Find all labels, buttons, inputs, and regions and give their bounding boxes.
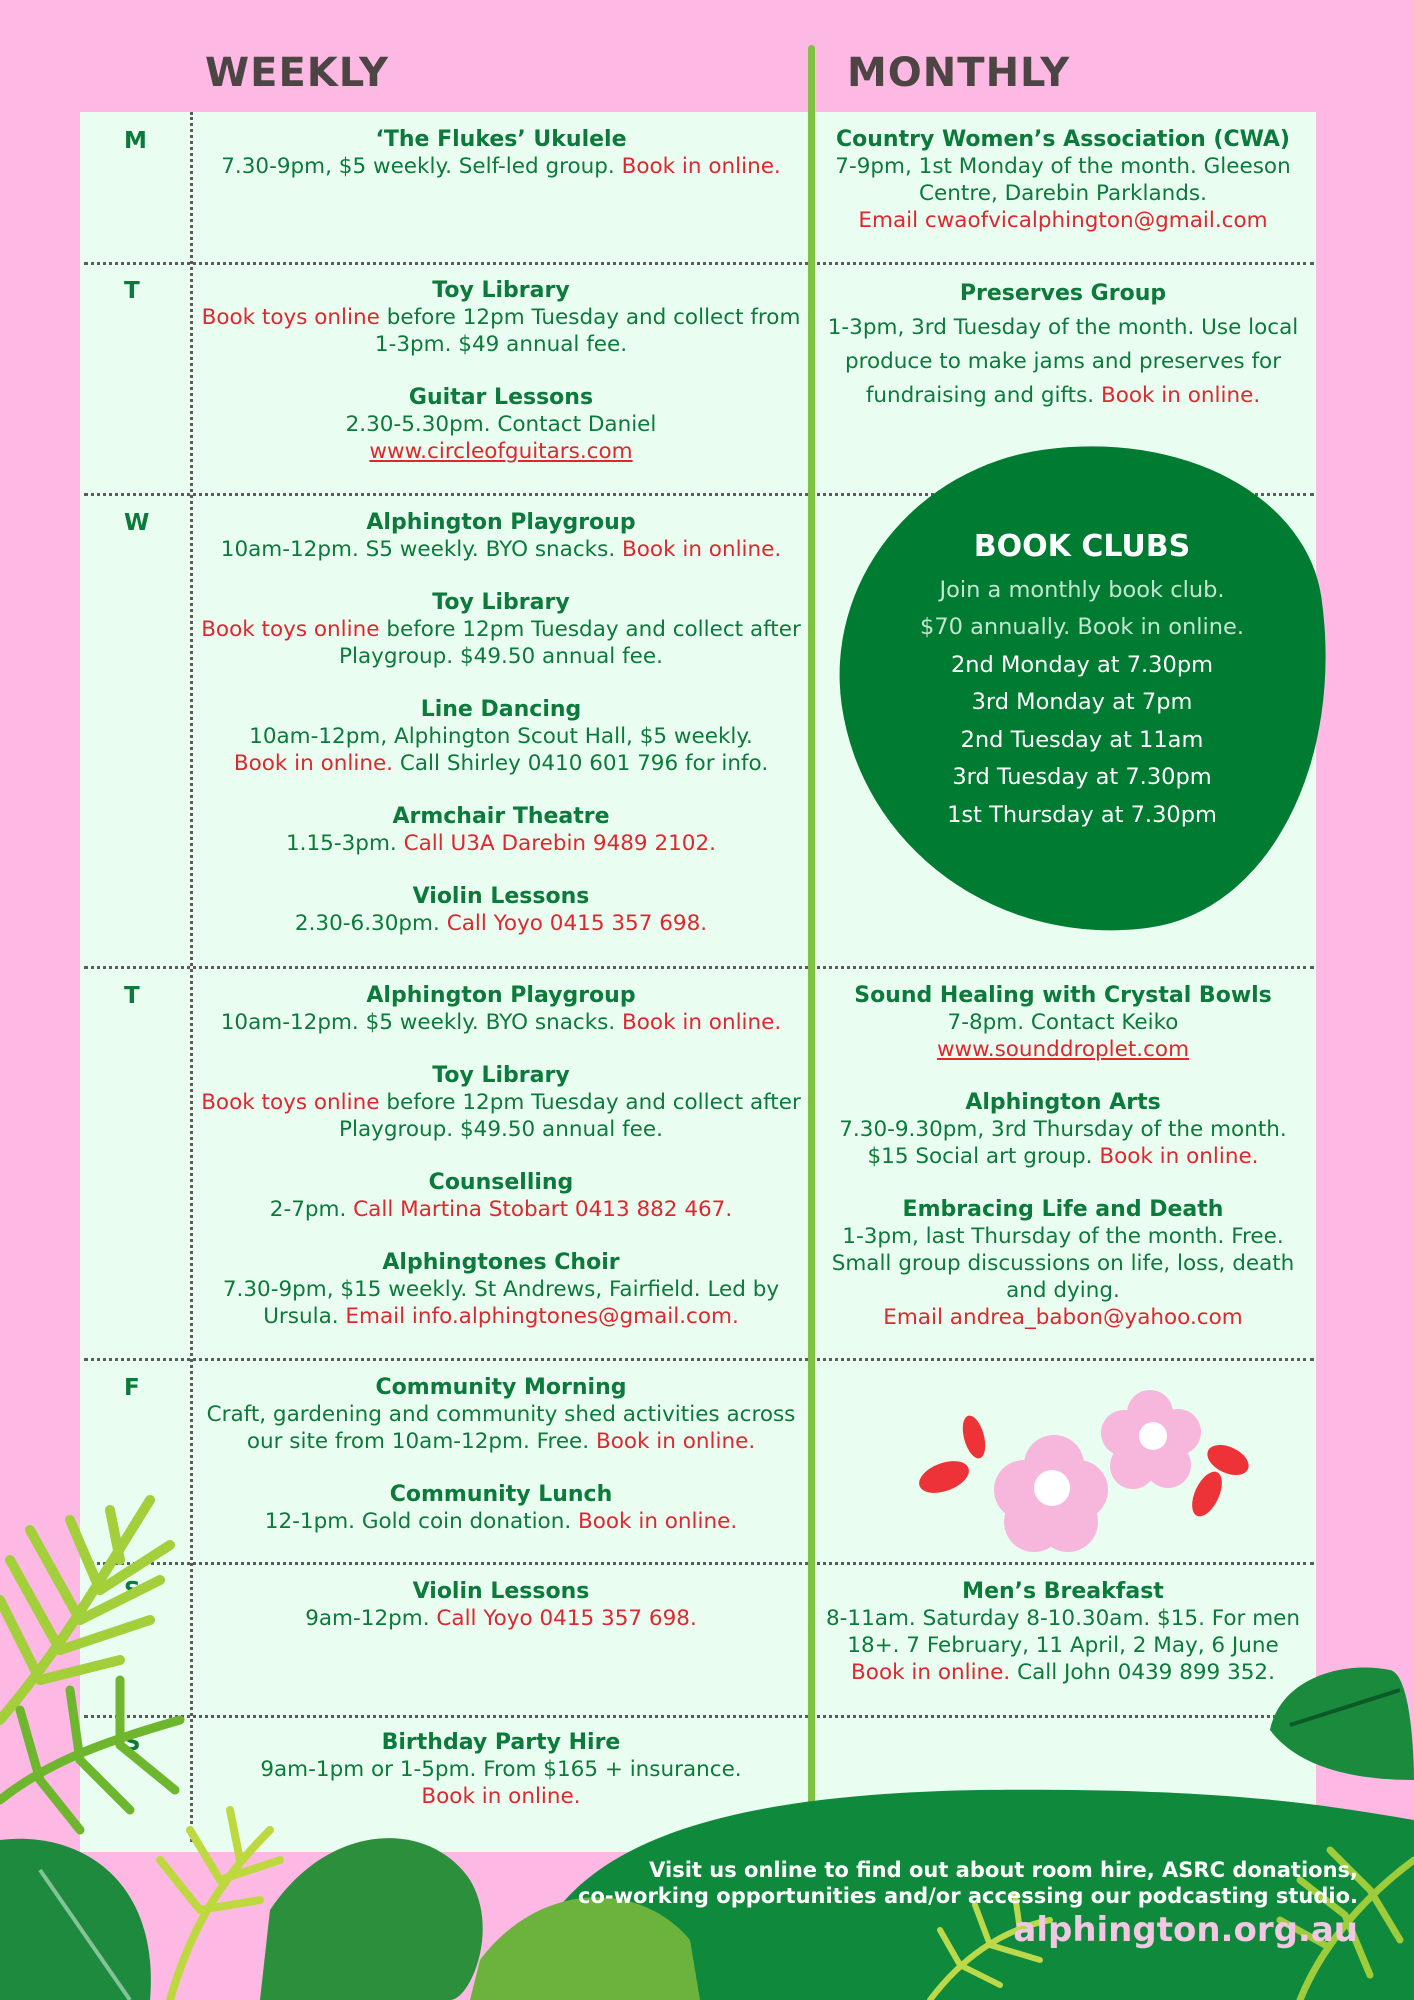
playgroup-details: 10am-12pm. S5 weekly. BYO snacks.	[220, 537, 616, 562]
website-link[interactable]: alphington.org.au	[1013, 1910, 1358, 1950]
book-clubs-title: BOOK CLUBS	[973, 529, 1191, 564]
choir-title: Alphingtones Choir	[382, 1250, 620, 1275]
violin-lessons-details: 2.30-6.30pm.	[294, 911, 440, 936]
preserves-details: 1-3pm, 3rd Tuesday of the month. Use local produce to make jams and preserves for fundraising and gifts.	[827, 315, 1299, 408]
sound-healing-details: 7-8pm. Contact Keiko	[947, 1010, 1179, 1035]
playgroup-title: Alphington Playgroup	[366, 510, 636, 535]
community-morning-details: Craft, gardening and community shed activities across our site from 10am-12pm. Free.	[206, 1402, 796, 1454]
weekly-heading: WEEKLY	[205, 50, 389, 96]
palm-leaf-icon	[160, 1810, 280, 2000]
life-death-email-link[interactable]: Email andrea_babon@yahoo.com	[883, 1305, 1243, 1330]
day-wednesday: W	[124, 510, 150, 536]
mens-breakfast-details: 8-11am. Saturday 8-10.30am. $15. For men 18+. 7 February, 11 April, 2 May, 6 June	[825, 1606, 1300, 1658]
toy-library-details: before 12pm Tuesday and collect from 1-3pm. $49 annual fee.	[374, 305, 801, 357]
ukulele-details: 7.30-9pm, $5 weekly. Self-led group.	[221, 154, 615, 179]
guitar-lessons-details: 2.30-5.30pm. Contact Daniel	[345, 412, 657, 437]
mens-breakfast-book-link[interactable]: Book in online.	[851, 1660, 1011, 1685]
community-lunch-details: 12-1pm. Gold coin donation.	[264, 1509, 572, 1534]
counselling-details: 2-7pm.	[269, 1197, 347, 1222]
book-club-session: 2nd Tuesday at 11am	[960, 726, 1204, 753]
counselling-call-link[interactable]: Call Martina Stobart 0413 882 467.	[353, 1197, 733, 1222]
party-hire-details: 9am-1pm or 1-5pm. From $165 + insurance.	[260, 1757, 742, 1782]
playgroup-details: 10am-12pm. $5 weekly. BYO snacks.	[220, 1010, 616, 1035]
mens-breakfast-title: Men’s Breakfast	[962, 1579, 1164, 1604]
sound-healing-website-link[interactable]: www.sounddroplet.com	[936, 1037, 1190, 1062]
line-dancing-details: 10am-12pm, Alphington Scout Hall, $5 weekly.	[249, 724, 753, 749]
life-death-title: Embracing Life and Death	[902, 1197, 1224, 1222]
choir-details: 7.30-9pm, $15 weekly. St Andrews, Fairfield. Led by Ursula.	[222, 1277, 780, 1329]
book-toys-link[interactable]: Book toys online	[201, 1090, 380, 1115]
preserves-title: Preserves Group	[959, 281, 1167, 306]
armchair-theatre-call-link[interactable]: Call U3A Darebin 9489 2102.	[403, 831, 716, 856]
life-death-details: 1-3pm, last Thursday of the month. Free. Small group discussions on life, loss, death and dying.	[831, 1224, 1295, 1303]
toy-library-title: Toy Library	[432, 1063, 570, 1088]
counselling-title: Counselling	[428, 1170, 574, 1195]
day-monday: M	[124, 128, 147, 154]
book-club-session: 3rd Tuesday at 7.30pm	[952, 764, 1212, 790]
violin-lessons-title: Violin Lessons	[412, 1579, 590, 1604]
palm-leaf-icon	[0, 1680, 180, 1830]
violin-call-link[interactable]: Call Yoyo 0415 357 698.	[436, 1606, 697, 1631]
book-toys-link[interactable]: Book toys online	[201, 305, 380, 330]
day-saturday: S	[124, 1578, 141, 1604]
ukulele-title: ‘The Flukes’ Ukulele	[375, 127, 627, 152]
footer-message	[498, 1857, 1358, 1909]
violin-lessons-title: Violin Lessons	[412, 884, 590, 909]
toy-library-title: Toy Library	[432, 278, 570, 303]
book-toys-link[interactable]: Book toys online	[201, 617, 380, 642]
preserves-book-link[interactable]: Book in online.	[1100, 383, 1261, 408]
community-morning-book-link[interactable]: Book in online.	[595, 1429, 756, 1454]
ukulele-book-link[interactable]: Book in online.	[621, 154, 781, 179]
line-dancing-book-link[interactable]: Book in online.	[233, 751, 394, 776]
day-thursday: T	[124, 983, 140, 1009]
violin-lessons-details: 9am-12pm.	[305, 1606, 430, 1631]
alphington-arts-book-link[interactable]: Book in online.	[1099, 1144, 1259, 1169]
book-club-session: 1st Thursday at 7.30pm	[947, 801, 1217, 828]
sound-healing-title: Sound Healing with Crystal Bowls	[854, 983, 1272, 1008]
guitar-lessons-title: Guitar Lessons	[408, 385, 594, 410]
footer-line: co-working opportunities and/or accessing our podcasting studio.	[578, 1884, 1358, 1908]
playgroup-title: Alphington Playgroup	[366, 983, 636, 1008]
alphington-arts-details: 7.30-9.30pm, 3rd Thursday of the month. $15 Social art group.	[839, 1117, 1287, 1169]
line-dancing-contact: Call Shirley 0410 601 796 for info.	[399, 751, 769, 776]
book-clubs-intro: Join a monthly book club.	[939, 576, 1225, 603]
community-lunch-book-link[interactable]: Book in online.	[578, 1509, 738, 1534]
line-dancing-title: Line Dancing	[420, 697, 582, 722]
guitar-website-link[interactable]: www.circleofguitars.com	[369, 439, 633, 464]
party-hire-book-link[interactable]: Book in online.	[421, 1784, 581, 1809]
mens-breakfast-contact: Call John 0439 899 352.	[1017, 1660, 1275, 1685]
footer-line: Visit us online to find out about room hire, ASRC donations,	[649, 1858, 1358, 1882]
cwa-details: 7-9pm, 1st Monday of the month. Gleeson Centre, Darebin Parklands.	[835, 154, 1291, 206]
toy-library-title: Toy Library	[432, 590, 570, 615]
monstera-leaf-icon	[260, 1838, 483, 2000]
playgroup-book-link[interactable]: Book in online.	[622, 537, 782, 562]
book-club-session: 2nd Monday at 7.30pm	[950, 651, 1214, 678]
day-sunday: S	[124, 1730, 141, 1756]
community-morning-title: Community Morning	[375, 1375, 627, 1400]
playgroup-book-link[interactable]: Book in online.	[622, 1010, 782, 1035]
palm-leaf-icon	[0, 1500, 170, 1720]
day-tuesday: T	[124, 278, 140, 304]
toy-library-details: before 12pm Tuesday and collect after Playgroup. $49.50 annual fee.	[339, 1090, 801, 1142]
armchair-theatre-details: 1.15-3pm.	[285, 831, 397, 856]
armchair-theatre-title: Armchair Theatre	[392, 804, 610, 829]
toy-library-details: before 12pm Tuesday and collect after Playgroup. $49.50 annual fee.	[339, 617, 801, 669]
cwa-title: Country Women’s Association (CWA)	[836, 127, 1290, 152]
community-lunch-title: Community Lunch	[389, 1482, 613, 1507]
book-club-session: 3rd Monday at 7pm	[971, 689, 1193, 715]
choir-email-link[interactable]: Email info.alphingtones@gmail.com.	[345, 1304, 739, 1329]
book-clubs-price: $70 annually. Book in online.	[920, 614, 1244, 640]
violin-call-link[interactable]: Call Yoyo 0415 357 698.	[446, 911, 708, 936]
party-hire-title: Birthday Party Hire	[381, 1730, 621, 1755]
day-friday: F	[124, 1375, 140, 1401]
alphington-arts-title: Alphington Arts	[965, 1090, 1161, 1115]
monthly-heading: MONTHLY	[847, 50, 1071, 96]
cwa-email-link[interactable]: Email cwaofvicalphington@gmail.com	[858, 208, 1268, 233]
